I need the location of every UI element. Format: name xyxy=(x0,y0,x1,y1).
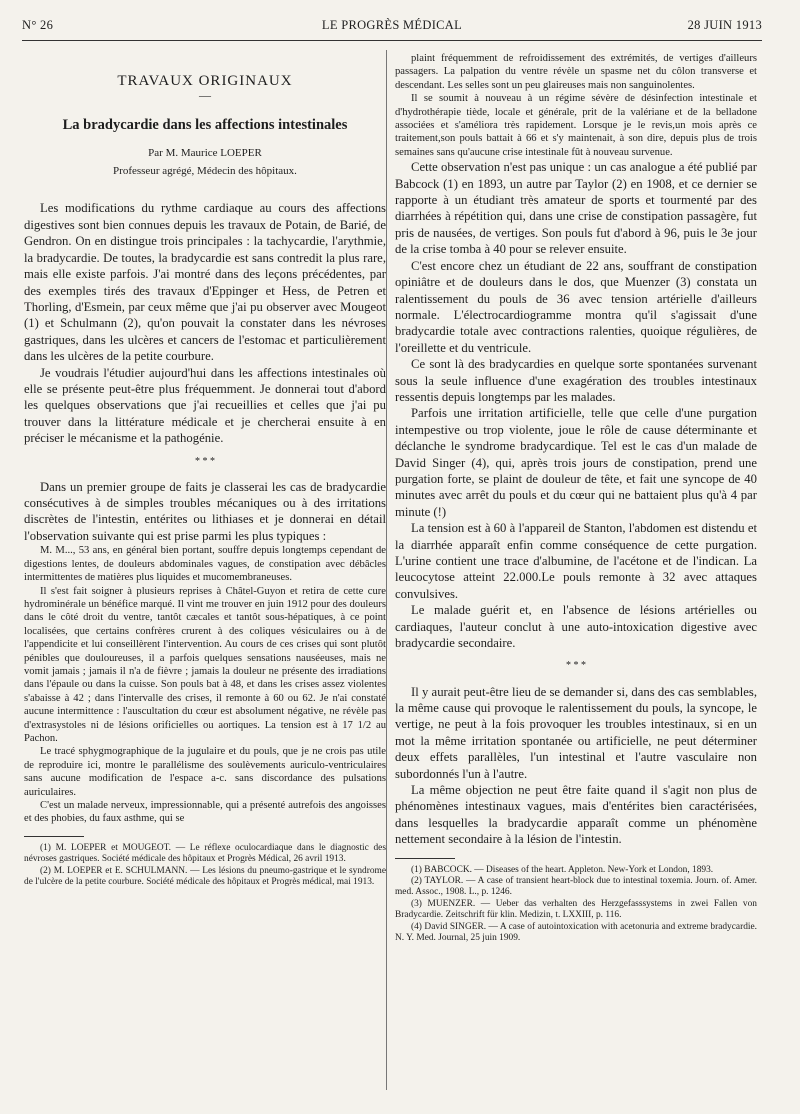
observation-paragraph-5: plaint fréquemment de refroidissement des extrémités, de vertiges d'ailleurs passagers. La palpation du ventre révèle un spasme net du côlon transverse et descendant. Les selles sont un peu glaireuses mais non sanguinolentes. xyxy=(395,53,757,91)
paragraph-spontaneous: Ce sont là des bradycardies en quelque sorte spontanées survenant sous la seule influence d'une exagération des troubles intestinaux ressentis depuis longtemps par les malades. xyxy=(395,357,757,404)
observation-paragraph-2: Il s'est fait soigner à plusieurs reprises à Châtel-Guyon et retira de cette cure hydrominérale un bénéfice marqué. Il vint me trouver en juin 1912 pour des douleurs dans le côté droit du ventre, tantôt cæcales et tantôt sous-hépatiques, à ce point localisées, que certains confrères crurent à des coliques vésiculaires ou à de l'appendicite et lui conseillèrent l'intervention. Au cours de ces crises qui sont plutôt pénibles que douloureuses, il a parfois quelques sensations nauséeuses, mais ne vomit jamais ; jamais il n'a de fièvre ; jamais la douleur ne présente des irradiations dans l'épaule ou dans la cuisse. Son pouls bat à 48, et dans les crises assez violentes s'abaisse à 42 ; dans l'intervalle des crises, il remonte à 60 ou 62. Je n'ai constaté aucune intermittence : l'auscultation du cœur est absolument négative, ne révèle pas d'extrasystoles ni de lésions orificielles ou aortiques. La tension est à 17 1/2 au Pachon. xyxy=(24,585,386,744)
observation-paragraph-1: M. M..., 53 ans, en général bien portant, souffre depuis longtemps cependant de digestions lentes, de douleurs abdominales vagues, de constipation avec débâcles intermittentes de matières plus liquides et mucomembraneuses. xyxy=(24,545,386,584)
footnote-babcock: (1) BABCOCK. — Diseases of the heart. Appleton. New-York et London, 1893. xyxy=(411,864,714,875)
paragraph-intro-2: Je voudrais l'étudier aujourd'hui dans les affections intestinales où elle se présente peut-être plus fréquemment. Je donnerai tout d'abord les quelques observations que j'ai recueillies et celles que j'ai pu trouver dans la littérature médicale et je chercherai ensuite à en préciser le mécanisme et la pathogénie. xyxy=(24,365,386,446)
footnote-rule-2 xyxy=(395,858,455,859)
section-dash: — xyxy=(199,88,211,103)
observation-paragraph-3: Le tracé sphygmographique de la jugulaire et du pouls, que je ne crois pas utile de reproduire ici, montre le parallélisme des soulèvements auriculo-ventriculaires sans aucune modification de l'espace a-c. sans discordance des pulsations auriculaires. xyxy=(24,746,386,798)
footnote-rule xyxy=(24,836,84,837)
issue-date: 28 JUIN 1913 xyxy=(687,18,762,32)
paragraph-conclusion: Le malade guérit et, en l'absence de lésions artérielles ou cardiaques, l'auteur conclut à une auto-intoxication digestive avec bradycardie secondaire. xyxy=(395,603,757,651)
column-divider xyxy=(386,50,387,1090)
paragraph-singer: Parfois une irritation artificielle, telle que celle d'une purgation intempestive ou trop violente, joue le rôle de cause déterminante et déclanche le syndrome bradycardique. Tel est le cas d'un malade de David Singer (4), qui, après trois jours de constipation, prend une purgation forte, se plaint de douleur de tête, et fait une syncope de 40 minutes avec arrêt du pouls et du cœur qui ne battaient plus qu'à 4 par minute (!) xyxy=(395,406,757,519)
section-break-stars-2: * * * xyxy=(566,660,586,672)
section-break-stars: * * * xyxy=(195,455,215,467)
page-header xyxy=(22,14,762,34)
observation-paragraph-6: Il se soumit à nouveau à un régime sévère de désinfection intestinale et d'hydrothérapie tiède, locale et générale, prit de la valériane et de la belladone associées et s'améliora très rapidement. Lorsque je le revis,un mois après ce traitement,son pouls battait à 66 et s'y maintenait, à son dire, depuis plus de trois semaines sans qu'aucune crise intestinale fût à nouveau survenue. xyxy=(395,93,757,158)
header-rule xyxy=(22,40,762,41)
paragraph-muenzer: C'est encore chez un étudiant de 22 ans, souffrant de constipation opiniâtre et de douleurs dans le dos, que Muenzer (3) constata un ralentissement du pouls de 36 avec tension artérielle d'ailleurs normale. L'électrocardiogramme montra qu'il s'agissait d'une bradycardie totale avec contractions ralenties, quoique régulières, de l'oreillette et du ventricule. xyxy=(395,258,757,355)
article-title: La bradycardie dans les affections intestinales xyxy=(62,117,348,134)
left-column xyxy=(24,52,386,888)
journal-title: LE PROGRÈS MÉDICAL xyxy=(321,18,463,32)
footnote-1: (1) M. LOEPER et MOUGEOT. — Le réflexe oculocardiaque dans le diagnostic des névroses gastriques. Société médicale des hôpitaux et Progrès Médical, 26 avril 1913. xyxy=(24,842,386,865)
paragraph-group: Dans un premier groupe de faits je classerai les cas de bradycardie consécutives à de simples troubles mécaniques ou à des irritations discrètes de l'intestin, entérites ou lithiases et je donnerai en détail l'observation suivante qui est prise parmi les plus typiques : xyxy=(24,479,386,543)
footnote-2: (2) M. LOEPER et E. SCHULMANN. — Les lésions du pneumo-gastrique et le syndrome de l'ulcère de la petite courbure. Société médicale des hôpitaux et Progrès médical, mai 1913. xyxy=(24,865,386,888)
paragraph-objection: Il y aurait peut-être lieu de se demander si, dans des cas semblables, la même cause qui provoque le ralentissement du pouls, la syncope, le vertige, ne peut à la fois provoquer les troubles intestinaux, si en un mot la même irritation spontanée ou artificielle, ne peut déterminer deux effets parallèles, l'un intestinal et l'autre vasculaire non subordonnés l'un à l'autre. xyxy=(395,684,757,781)
paragraph-tension: La tension est à 60 à l'appareil de Stanton, l'abdomen est distendu et la diarrhée apparaît enfin comme conséquence de cette purgation. L'urine contient une trace d'albumine, de l'acétone et de l'indican. La leucocytose atteint 22.000.Le pouls remonte à 32 avec attaques convulsives. xyxy=(395,521,757,601)
right-column xyxy=(395,52,757,944)
footnote-singer: (4) David SINGER. — A case of autointoxication with acetonuria and extreme bradycardie. N. Y. Med. Journal, 25 juin 1909. xyxy=(395,921,757,944)
author-byline: Par M. Maurice LOEPER xyxy=(148,147,262,160)
paragraph-enterites: La même objection ne peut être faite quand il s'agit non plus de phénomènes intestinaux vagues, mais d'entérites bien caractérisées, dans lesquelles la bradycardie apparaît comme un phénomène nettement secondaire à la lésion de l'intestin. xyxy=(395,782,757,847)
author-role: Professeur agrégé, Médecin des hôpitaux. xyxy=(113,165,297,178)
observation-paragraph-4: C'est un malade nerveux, impressionnable, qui a présenté autrefois des angoisses et des phobies, du faux asthme, qui se xyxy=(24,800,386,825)
footnote-taylor: (2) TAYLOR. — A case of transient heart-block due to intestinal toxemia. Journ. of. Amer. med. Assoc., 1908. L., p. 1246. xyxy=(395,876,757,898)
paragraph-babcock: Cette observation n'est pas unique : un cas analogue a été publié par Babcock (1) en 1893, un autre par Taylor (2) en 1908, et ce dernier se rapporte à un étudiant très amateur de sports et tourmenté par des diarrhées à répétition qui, dans une crise de constipation passagère, fut pris de nausées, de vertiges. Son pouls fut d'abord à 96, puis le 3e jour de la crise tomba à 40 pour se relever ensuite. xyxy=(395,160,757,257)
paragraph-intro-1: Les modifications du rythme cardiaque au cours des affections digestives sont bien connues depuis les travaux de Potain, de Barié, de Gendron. On en distingue trois principales : la tachycardie, l'arythmie, la bradycardie. De toutes, la bradycardie est sans contredit la plus rare, mais elle existe parfois. J'ai montré dans des leçons précédentes, par des exemples tirés des travaux d'Eppinger et Hess, de Petren et Thorling, d'Esmein, par ceux même que j'ai pu observer avec Mougeot (1) et Schulmann (2), qu'on pouvait la constater dans les névroses gastriques, dans les ulcères et cancers de l'estomac et particulièrement dans les ulcères de la petite courbure. xyxy=(24,201,386,364)
section-heading: TRAVAUX ORIGINAUX xyxy=(117,73,293,89)
footnote-muenzer: (3) MUENZER. — Ueber das verhalten des Herzgefasssystems in zwei Fallen von Bradycardie. Zeitschrift für klin. Medizin, t. LXXIII, p. 116. xyxy=(395,898,757,921)
page-number: N° 26 xyxy=(22,18,54,32)
